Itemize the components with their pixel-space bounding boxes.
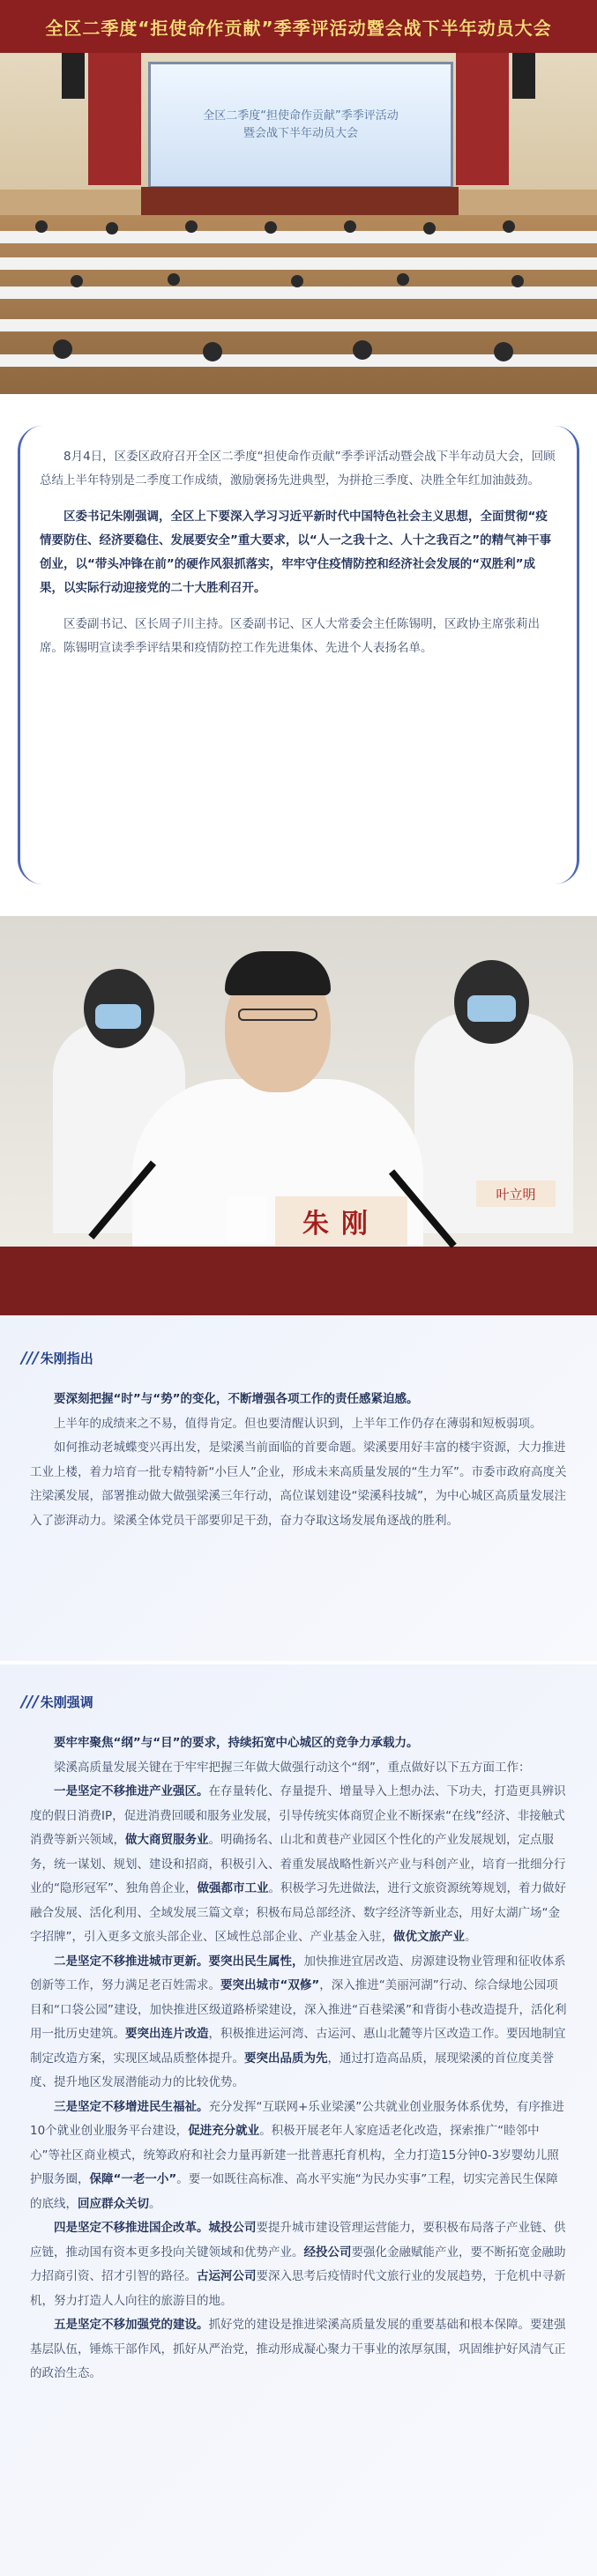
face-mask-right [467, 995, 516, 1022]
audience-head [203, 342, 222, 361]
section-2-point-3 [30, 2096, 567, 2217]
audience-head [397, 273, 409, 286]
curtain-left [88, 53, 141, 185]
point-2-key-b: 要突出连片改造 [125, 2027, 209, 2041]
face-mask-left [95, 1004, 141, 1029]
intro-paragraph-2: 区委书记朱刚强调，全区上下要深入学习习近平新时代中国特色社会主义思想，全面贯彻“疫情要防住、经济要稳住、发展要安全”重大要求，以“人一之我十之、人十之我百之”的精气神干事创业，以“带头冲锋在前”的硬作风狠抓落实，牢牢守住疫情防控和经济社会发展的“双胜利”成果，以实际行动迎接党的二十大胜利召开。 [40, 510, 552, 595]
point-4-key-b: 古运河公司 [197, 2269, 257, 2283]
point-4-text-b: 要强化金融赋能产业，要不断拓宽金融助力招商引资、招才引智的路径。 [30, 2245, 566, 2283]
point-3-text-d: 。 [149, 2196, 161, 2211]
screen-line-1: 全区二季度“担使命作贡献”季季评活动 [203, 109, 399, 123]
point-2-text-c: ，积极推进运河湾、古运河、惠山北麓等片区改造工作。要因地制宜制定改造方案，实现区域品质整体提升。 [30, 2027, 566, 2066]
point-1-text-d: 。 [465, 1930, 477, 1944]
audience-head [353, 340, 372, 360]
point-5-heading: 五是坚定不移加强党的建设。 [54, 2318, 209, 2332]
section-2-point-5 [30, 2313, 567, 2386]
point-1-text-c: 。积极学习先进做法，进行文旅资源统筹规划，着力做好融合发展、活化利用、全域发展三篇文章；积极布局总部经济、数字经济等新业态，用好太湖广场“金字招牌”，引入更多文旅头部企业、区域性总部企业、产业基金入驻， [30, 1881, 566, 1944]
audience-head [185, 220, 198, 233]
nameplate-main-text: 朱刚 [302, 1209, 380, 1240]
section-1-title: 朱刚指出 [40, 1351, 93, 1366]
loudspeaker-left [62, 53, 85, 99]
point-3-key-b: 保障“一老一小” [89, 2172, 177, 2186]
stage-banner [0, 0, 597, 53]
loudspeaker-right [512, 53, 535, 99]
nameplate-right-text: 叶立明 [496, 1186, 536, 1202]
point-4-text-a: 要提升城市建设管理运营能力，要积极布局落子产业链、供应链，推动国有资本更多投向关键领域和优势产业。 [30, 2221, 566, 2260]
point-5-text-a: 抓好党的建设是推进梁溪高质量发展的重要基础和根本保障。要建强基层队伍，锤炼干部作风，抓好从严治党，推动形成凝心聚力干事业的浓厚氛围，巩固维护好风清气正的政治生态。 [30, 2318, 566, 2380]
point-4-text-c: 要深入思考后疫情时代文旅行业的发展趋势，于危机中寻新机，努力打造人人向往的旅游目的地。 [30, 2269, 566, 2308]
audience-head [53, 339, 72, 359]
audience-head [168, 273, 180, 286]
section-2-title: 朱刚强调 [40, 1694, 93, 1710]
curtain-right [456, 53, 509, 185]
speaker-glasses [238, 1009, 317, 1021]
section-2-point-2 [30, 1950, 567, 2096]
point-1-text-b: 。明确扬名、山北和黄巷产业园区个性化的产业发展规划，定点服务，统一谋划、规划、建设和招商，积极引入、着重发展战略性新兴产业与科创产业，培育一批细分行业的“隐形冠军”、独角兽企业， [30, 1833, 566, 1895]
audience-head [503, 220, 515, 233]
point-1-key-c: 做优文旅产业 [393, 1930, 465, 1944]
point-2-text-b: ，深入推进“美丽河湖”行动、综合绿地公园项目和“口袋公园”建设，加快推进区级道路桥梁建设，深入推进“百巷梁溪”和背街小巷改造提升，活化利用一批历史建筑。 [30, 1978, 567, 2041]
point-4-heading: 四是坚定不移推进国企改革。城投公司 [54, 2221, 257, 2235]
section-2-point-1 [30, 1780, 567, 1950]
point-3-text-a: 充分发挥“互联网+乐业梁溪”公共就业创业服务体系优势，有序推进10个就业创业服务平台建设， [30, 2099, 564, 2138]
section-1-paragraph-2: 如何推动老城蝶变兴再出发，是梁溪当前面临的首要命题。梁溪要用好丰富的楼宇资源，大力推进工业上楼，着力培育一批专精特新“小巨人”企业，形成未来高质量发展的“生力军”。市委市政府高度关注梁溪发展，部署推动做大做强梁溪三年行动，高位谋划建设“梁溪科技城”，为中心城区高质量发展注入了澎湃动力。梁溪全体党员干部要卯足干劲，奋力夺取这场发展角逐战的胜利。 [30, 1441, 567, 1528]
section-2-body [30, 1731, 567, 2386]
speaker-photo [0, 916, 597, 1315]
point-2-key-c: 要突出品质为先 [244, 2051, 328, 2066]
point-3-text-c: 。要一如既往高标准、高水平实施“为民办实事”工程，切实完善民生保障的底线， [30, 2172, 558, 2211]
section-1-paragraph-1: 上半年的成绩来之不易，值得肯定。但也要清醒认识到，上半年工作仍存在薄弱和短板弱项。 [54, 1416, 542, 1431]
nameplate-right [476, 1180, 556, 1207]
screen-line-2: 暨会战下半年动员大会 [243, 127, 358, 140]
audience-head [71, 275, 83, 287]
section-1-lead: 要深刻把握“时”与“势”的变化，不断增强各项工作的责任感紧迫感。 [54, 1392, 419, 1406]
tea-cup [228, 1196, 266, 1242]
section-2-lead: 要牢牢聚焦“纲”与“目”的要求，持续拓宽中心城区的竞争力承载力。 [54, 1736, 419, 1750]
point-3-key-c: 回应群众关切 [78, 2196, 149, 2211]
point-1-text-a: 在存量转化、存量提升、增量导入上想办法、下功夫，打造更具辨识度的假日消费IP，促进消费回暖和服务业发展，引导传统实体商贸企业不断探索“在线”经济、非接触式消费等新兴领域， [30, 1784, 566, 1847]
audience-head [265, 221, 277, 234]
audience-head [494, 342, 513, 361]
intro-paragraph-1: 8月4日，区委区政府召开全区二季度“担使命作贡献”季季评活动暨会战下半年动员大会，回顾总结上半年特别是二季度工作成绩，激励褒扬先进典型，为拼抢三季度、决胜全年红加油鼓劲。 [40, 450, 556, 488]
audience-row [0, 231, 597, 243]
section-2-paragraph-intro: 梁溪高质量发展关键在于牢牢把握三年做大做强行动这个“纲”，重点做好以下五方面工作： [54, 1760, 531, 1775]
audience-row [0, 257, 597, 270]
intro-paragraph-3: 区委副书记、区长周子川主持。区委副书记、区人大常委会主任陈锡明，区政协主席张莉出席。陈锡明宣读季季评结果和疫情防控工作先进集体、先进个人表扬名单。 [40, 617, 540, 655]
audience-head [106, 222, 118, 235]
point-2-text-a: 加快推进宜居改造、房源建设物业管理和征收体系创新等工作，努力满足老百姓需求。 [30, 1954, 566, 1992]
audience-head [423, 222, 436, 235]
meeting-hall-photo [0, 0, 597, 394]
projection-screen [148, 62, 453, 189]
point-2-text-d: ，通过打造高品质，展现梁溪的首位度美誉度、提升地区发展潜能动力的比较优势。 [30, 2051, 554, 2089]
point-2-key-a: 要突出城市“双修” [220, 1978, 320, 1992]
point-3-text-b: 。积极开展老年人家庭适老化改造，探索推广“睦邻中心”等社区商业模式，统筹政府和社会力量再新建一批普惠托育机构，全力打造15分钟0-3岁婴幼儿照护服务圈， [30, 2124, 559, 2186]
audience-head [344, 220, 356, 233]
point-2-heading: 二是坚定不移推进城市更新。要突出民生属性， [54, 1954, 304, 1969]
point-1-key-a: 做大商贸服务业 [125, 1833, 209, 1847]
section-2-header [21, 1693, 93, 1711]
conference-table [0, 1247, 597, 1315]
point-1-key-b: 做强都市工业 [197, 1881, 269, 1895]
section-zhu-gang-emphasizes [0, 1661, 597, 2576]
audience-head [291, 275, 303, 287]
audience-row [0, 319, 597, 331]
rostrum [141, 187, 459, 215]
section-1-header [21, 1349, 93, 1367]
banner-text: 全区二季度“拒使命作贡献”季季评活动暨会战下半年动员大会 [45, 17, 552, 39]
nameplate-main [275, 1196, 407, 1246]
point-3-heading: 三是坚定不移增进民生福祉。 [54, 2099, 209, 2114]
section-1-bars: /// [21, 1349, 39, 1367]
section-2-point-4 [30, 2216, 567, 2313]
audience-head [511, 275, 524, 287]
section-1-body [30, 1388, 567, 1533]
intro-card [18, 426, 579, 884]
audience-head [35, 220, 48, 233]
speaker-hair [225, 951, 331, 995]
point-3-key-a: 促进充分就业 [188, 2124, 260, 2138]
section-2-bars: /// [21, 1693, 39, 1711]
section-zhu-gang-points-out [0, 1315, 597, 1661]
audience-row [0, 287, 597, 299]
point-1-heading: 一是坚定不移推进产业强区。 [54, 1784, 209, 1798]
point-4-key-a: 经投公司 [303, 2245, 352, 2260]
